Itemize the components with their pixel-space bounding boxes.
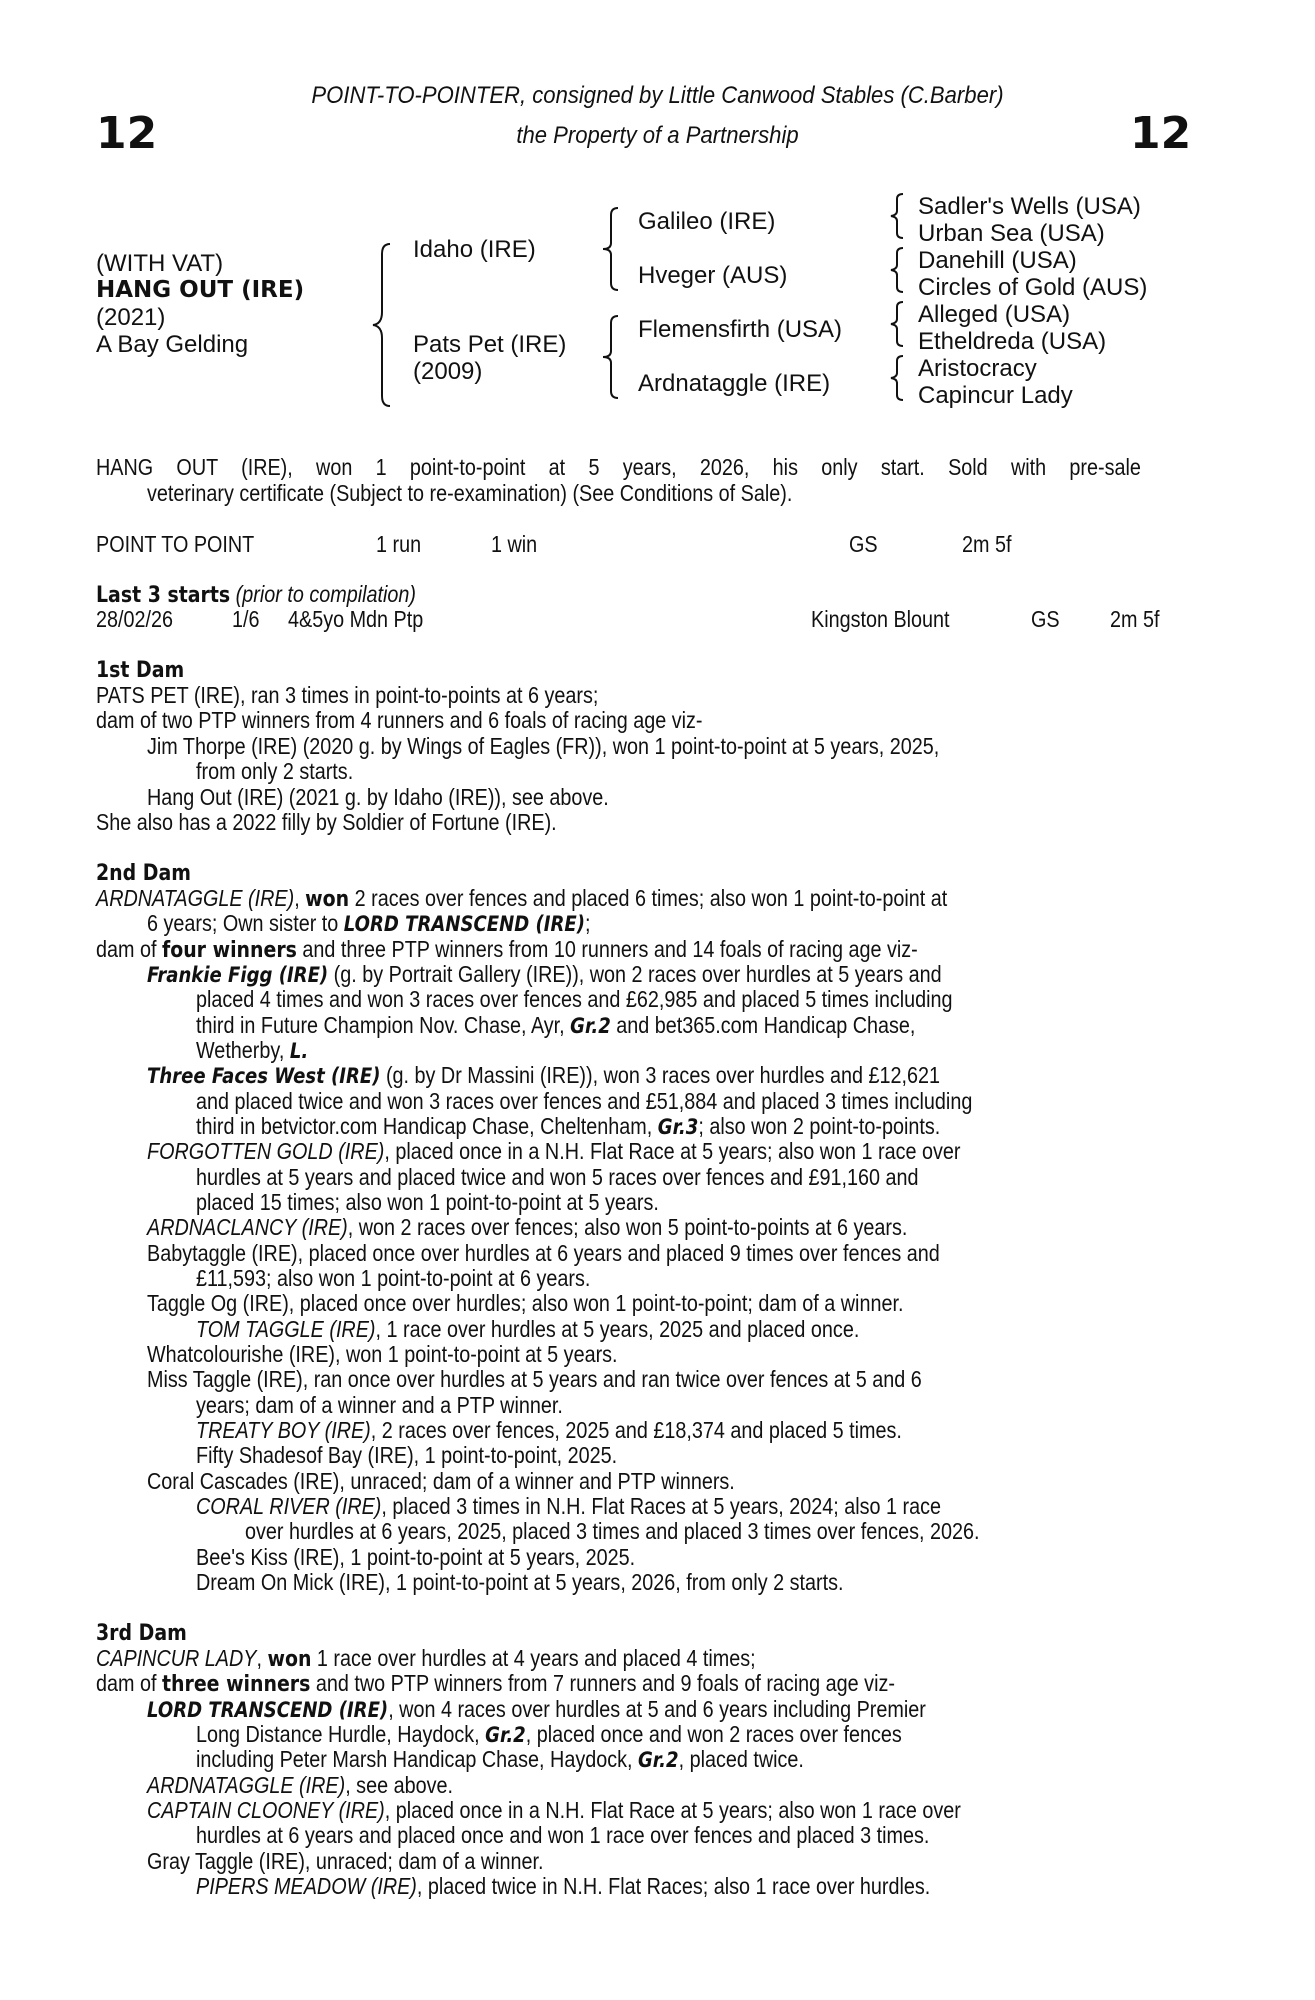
produce-line: CORAL RIVER (IRE), placed 3 times in N.H. Flat Races at 5 years, 2024; also 1 race (196, 1493, 941, 1519)
produce-line: years; dam of a winner and a PTP winner. (196, 1392, 563, 1418)
third-dam-heading: 3rd Dam (96, 1621, 187, 1646)
third-dam-line: dam of three winners and two PTP winners from 7 runners and 9 foals of racing age viz- (96, 1670, 895, 1697)
great-grandparent: Circles of Gold (AUS) (918, 274, 1148, 301)
dam-year: (2009) (413, 358, 483, 385)
first-dam-line: Jim Thorpe (IRE) (2020 g. by Wings of Eagles (FR)), won 1 point-to-point at 5 years, 2025, (147, 733, 940, 759)
first-dam-heading: 1st Dam (96, 658, 185, 683)
dam: Pats Pet (IRE) (413, 331, 567, 358)
granddam-maternal: Ardnataggle (IRE) (638, 370, 831, 397)
produce-line: and placed twice and won 3 races over fences and £51,884 and placed 3 times including (196, 1088, 973, 1114)
produce-line: ARDNATAGGLE (IRE), see above. (147, 1772, 453, 1798)
produce-line: over hurdles at 6 years, 2025, placed 3 times and placed 3 times over fences, 2026. (245, 1518, 980, 1544)
produce-line: hurdles at 5 years and placed twice and won 5 races over fences and £91,160 and (196, 1164, 919, 1190)
vat-label: (WITH VAT) (96, 250, 224, 277)
granddam-paternal: Hveger (AUS) (638, 262, 788, 289)
produce-line: including Peter Marsh Handicap Chase, Haydock, Gr.2, placed twice. (196, 1746, 804, 1772)
produce-line: Wetherby, L. (196, 1037, 309, 1063)
great-grandparent: Danehill (USA) (918, 247, 1077, 274)
record-runs: 1 run (376, 531, 422, 557)
sire-brace (600, 205, 624, 293)
great-grandparent: Urban Sea (USA) (918, 220, 1105, 247)
produce-line: third in Future Champion Nov. Chase, Ayr, Gr.2 and bet365.com Handicap Chase, (196, 1012, 916, 1038)
produce-line: Coral Cascades (IRE), unraced; dam of a winner and PTP winners. (147, 1468, 735, 1494)
ggp-brace-3 (888, 299, 908, 349)
lot-number-left: 12 (96, 108, 158, 159)
first-dam-line: dam of two PTP winners from 4 runners and 6 foals of racing age viz- (96, 707, 703, 733)
produce-line: TREATY BOY (IRE), 2 races over fences, 2025 and £18,374 and placed 5 times. (196, 1417, 902, 1443)
horse-name: HANG OUT (IRE) (96, 277, 305, 303)
dam-brace (600, 313, 624, 401)
produce-line: Taggle Og (IRE), placed once over hurdles; also won 1 point-to-point; dam of a winner. (147, 1290, 904, 1316)
property-heading: the Property of a Partnership (516, 122, 799, 149)
first-dam-line: PATS PET (IRE), ran 3 times in point-to-points at 6 years; (96, 682, 599, 708)
start-race: 4&5yo Mdn Ptp (288, 606, 424, 632)
produce-line: CAPTAIN CLOONEY (IRE), placed once in a N.H. Flat Race at 5 years; also won 1 race over (147, 1797, 961, 1823)
pedigree-brace (370, 240, 400, 410)
produce-line: TOM TAGGLE (IRE), 1 race over hurdles at 5 years, 2025 and placed once. (196, 1316, 860, 1342)
start-date: 28/02/26 (96, 606, 173, 632)
summary-line-2: veterinary certificate (Subject to re-examination) (See Conditions of Sale). (147, 480, 793, 506)
produce-line: placed 4 times and won 3 races over fences and £62,985 and placed 5 times including (196, 986, 953, 1012)
produce-line: Miss Taggle (IRE), ran once over hurdles at 5 years and ran twice over fences at 5 and 6 (147, 1366, 922, 1392)
produce-line: Bee's Kiss (IRE), 1 point-to-point at 5 years, 2025. (196, 1544, 636, 1570)
start-position: 1/6 (232, 606, 260, 632)
consignor-heading: POINT-TO-POINTER, consigned by Little Canwood Stables (C.Barber) (311, 82, 1004, 109)
produce-line: £11,593; also won 1 point-to-point at 6 years. (196, 1265, 591, 1291)
first-dam-line: Hang Out (IRE) (2021 g. by Idaho (IRE)), see above. (147, 784, 609, 810)
produce-line: Frankie Figg (IRE) (g. by Portrait Gallery (IRE)), won 2 races over hurdles at 5 years and (147, 961, 942, 987)
grandsire-paternal: Galileo (IRE) (638, 208, 776, 235)
second-dam-line: 6 years; Own sister to LORD TRANSCEND (IRE); (147, 910, 591, 936)
record-wins: 1 win (491, 531, 538, 557)
produce-line: third in betvictor.com Handicap Chase, Cheltenham, Gr.3; also won 2 point-to-points. (196, 1113, 941, 1139)
record-distance: 2m 5f (962, 531, 1012, 557)
record-label: POINT TO POINT (96, 531, 255, 557)
start-distance: 2m 5f (1110, 606, 1160, 632)
start-going: GS (1031, 606, 1060, 632)
produce-line: Three Faces West (IRE) (g. by Dr Massini (IRE)), won 3 races over hurdles and £12,621 (147, 1062, 941, 1088)
produce-line: PIPERS MEADOW (IRE), placed twice in N.H. Flat Races; also 1 race over hurdles. (196, 1873, 931, 1899)
produce-line: hurdles at 6 years and placed once and won 1 race over fences and placed 3 times. (196, 1822, 930, 1848)
great-grandparent: Capincur Lady (918, 382, 1073, 409)
produce-line: Dream On Mick (IRE), 1 point-to-point at 5 years, 2026, from only 2 starts. (196, 1569, 844, 1595)
sire: Idaho (IRE) (413, 236, 536, 263)
last-starts-heading: Last 3 starts (prior to compilation) (96, 581, 416, 608)
second-dam-heading: 2nd Dam (96, 861, 191, 886)
ggp-brace-2 (888, 245, 908, 295)
great-grandparent: Sadler's Wells (USA) (918, 193, 1141, 220)
third-dam-line: CAPINCUR LADY, won 1 race over hurdles at 4 years and placed 4 times; (96, 1645, 756, 1672)
summary-line-1: HANG OUT (IRE), won 1 point-to-point at 5 years, 2026, his only start. Sold with pre-sale (96, 454, 1141, 480)
second-dam-line: dam of four winners and three PTP winners from 10 runners and 14 foals of racing age viz- (96, 936, 918, 963)
produce-line: Babytaggle (IRE), placed once over hurdles at 6 years and placed 9 times over fences and (147, 1240, 940, 1266)
horse-description: A Bay Gelding (96, 331, 249, 358)
produce-line: placed 15 times; also won 1 point-to-point at 5 years. (196, 1189, 659, 1215)
first-dam-line: She also has a 2022 filly by Soldier of Fortune (IRE). (96, 809, 557, 835)
great-grandparent: Etheldreda (USA) (918, 328, 1107, 355)
produce-line: LORD TRANSCEND (IRE), won 4 races over hurdles at 5 and 6 years including Premier (147, 1696, 926, 1722)
start-course: Kingston Blount (811, 606, 950, 632)
record-going: GS (849, 531, 878, 557)
great-grandparent: Alleged (USA) (918, 301, 1071, 328)
great-grandparent: Aristocracy (918, 355, 1037, 382)
produce-line: Long Distance Hurdle, Haydock, Gr.2, placed once and won 2 races over fences (196, 1721, 902, 1747)
produce-line: ARDNACLANCY (IRE), won 2 races over fences; also won 5 point-to-points at 6 years. (147, 1214, 908, 1240)
second-dam-line: ARDNATAGGLE (IRE), won 2 races over fences and placed 6 times; also won 1 point-to-point at (96, 885, 948, 912)
grandsire-maternal: Flemensfirth (USA) (638, 316, 843, 343)
first-dam-line: from only 2 starts. (196, 758, 354, 784)
ggp-brace-4 (888, 353, 908, 403)
lot-number-right: 12 (1130, 108, 1192, 159)
horse-year: (2021) (96, 304, 166, 331)
ggp-brace-1 (888, 191, 908, 241)
produce-line: Fifty Shadesof Bay (IRE), 1 point-to-point, 2025. (196, 1442, 618, 1468)
produce-line: Whatcolourishe (IRE), won 1 point-to-point at 5 years. (147, 1341, 618, 1367)
produce-line: Gray Taggle (IRE), unraced; dam of a winner. (147, 1848, 544, 1874)
produce-line: FORGOTTEN GOLD (IRE), placed once in a N.H. Flat Race at 5 years; also won 1 race over (147, 1138, 961, 1164)
